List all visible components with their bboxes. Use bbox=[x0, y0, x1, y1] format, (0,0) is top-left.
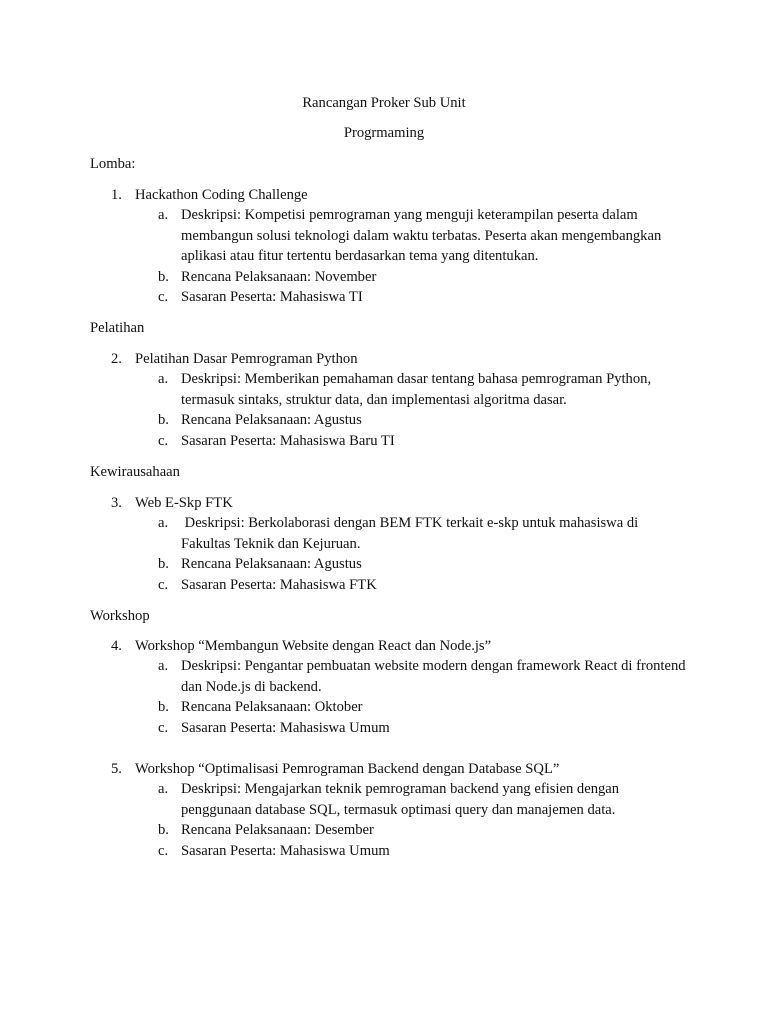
sub-item-letter: c. bbox=[158, 576, 169, 593]
section-heading-lomba: Lomba: bbox=[90, 156, 136, 172]
sub-item-letter: c. bbox=[158, 289, 169, 305]
sub-item bbox=[0, 554, 768, 575]
sub-item-text: Rencana Pelaksanaan: Desember bbox=[181, 822, 374, 838]
sub-item bbox=[0, 841, 768, 862]
sub-item bbox=[0, 779, 768, 820]
item-title: Workshop “Membangun Website dengan React dan Node.js” bbox=[135, 638, 492, 654]
sub-item bbox=[0, 656, 768, 697]
item-number: 4. bbox=[111, 638, 122, 654]
section-heading-workshop: Workshop bbox=[90, 608, 150, 624]
sub-item-letter: c. bbox=[158, 432, 169, 449]
sub-item bbox=[0, 513, 768, 554]
sub-item-text: Sasaran Peserta: Mahasiswa Baru TI bbox=[181, 432, 395, 449]
sub-item-text: Deskripsi: Berkolaborasi dengan BEM FTK terkait e-skp untuk mahasiswa di Fakultas Teknik dan Kejuruan. bbox=[181, 515, 642, 552]
sub-item-letter: b. bbox=[158, 412, 169, 428]
sub-item-letter: c. bbox=[158, 842, 169, 859]
sub-item-text: Rencana Pelaksanaan: November bbox=[181, 268, 377, 285]
sub-item-text: Deskripsi: Mengajarkan teknik pemrograman backend yang efisien dengan penggunaan database SQL, termasuk optimasi query dan manajemen data. bbox=[181, 781, 620, 818]
list-item bbox=[0, 493, 768, 595]
list-item bbox=[0, 636, 768, 738]
list-item bbox=[0, 349, 768, 451]
section-heading-kewirausahaan: Kewirausahaan bbox=[90, 464, 180, 480]
sub-item-letter: b. bbox=[158, 268, 169, 285]
item-number: 1. bbox=[111, 187, 122, 203]
sub-item bbox=[0, 369, 768, 410]
item-number: 2. bbox=[111, 351, 122, 367]
sub-item-text: Sasaran Peserta: Mahasiswa Umum bbox=[181, 719, 390, 736]
sub-item bbox=[0, 697, 768, 718]
sub-item-text: Sasaran Peserta: Mahasiswa Umum bbox=[181, 842, 390, 859]
sub-item-text: Deskripsi: Pengantar pembuatan website modern dengan framework React di frontend dan Node.js di backend. bbox=[181, 658, 686, 695]
sub-item bbox=[0, 410, 768, 431]
sub-item-text: Sasaran Peserta: Mahasiswa FTK bbox=[181, 576, 377, 593]
list-item bbox=[0, 759, 768, 861]
item-title: Pelatihan Dasar Pemrograman Python bbox=[135, 351, 358, 367]
sub-item bbox=[0, 820, 768, 841]
sub-item-text: Sasaran Peserta: Mahasiswa TI bbox=[181, 289, 363, 305]
sub-item-text: Rencana Pelaksanaan: Agustus bbox=[181, 556, 362, 572]
sub-item bbox=[0, 718, 768, 739]
sub-item-letter: a. bbox=[158, 207, 169, 223]
item-number: 3. bbox=[111, 495, 122, 511]
sub-item bbox=[0, 205, 768, 267]
sub-item-letter: a. bbox=[158, 658, 169, 674]
sub-item-text: Deskripsi: Memberikan pemahaman dasar tentang bahasa pemrograman Python, termasuk sintaks, struktur data, dan implementasi algoritma dasar. bbox=[181, 371, 652, 408]
sub-item-text: Deskripsi: Kompetisi pemrograman yang menguji keterampilan peserta dalam membangun solusi teknologi dalam waktu terbatas. Peserta akan mengembangkan aplikasi atau fitur tertentu berdasarkan tema yang ditentukan. bbox=[181, 207, 662, 264]
sub-item bbox=[0, 267, 768, 288]
sub-item-letter: b. bbox=[158, 822, 169, 838]
sub-item-letter: c. bbox=[158, 719, 169, 736]
item-title: Hackathon Coding Challenge bbox=[135, 187, 308, 203]
sub-item bbox=[0, 575, 768, 596]
item-number: 5. bbox=[111, 761, 122, 777]
document-subtitle: Progrmaming bbox=[343, 125, 425, 141]
sub-item-text: Rencana Pelaksanaan: Oktober bbox=[181, 699, 363, 715]
section-heading-pelatihan: Pelatihan bbox=[90, 320, 145, 336]
item-title: Web E-Skp FTK bbox=[135, 495, 233, 511]
sub-item-letter: a. bbox=[158, 781, 169, 797]
document-title: Rancangan Proker Sub Unit bbox=[302, 95, 466, 111]
item-title: Workshop “Optimalisasi Pemrograman Backend dengan Database SQL” bbox=[135, 761, 560, 777]
sub-item bbox=[0, 287, 768, 308]
sub-item-letter: b. bbox=[158, 699, 169, 715]
sub-item-letter: a. bbox=[158, 371, 169, 387]
sub-item-text: Rencana Pelaksanaan: Agustus bbox=[181, 412, 362, 428]
sub-item-letter: b. bbox=[158, 556, 169, 572]
sub-item bbox=[0, 431, 768, 452]
sub-item-letter: a. bbox=[158, 515, 169, 531]
list-item bbox=[0, 185, 768, 308]
